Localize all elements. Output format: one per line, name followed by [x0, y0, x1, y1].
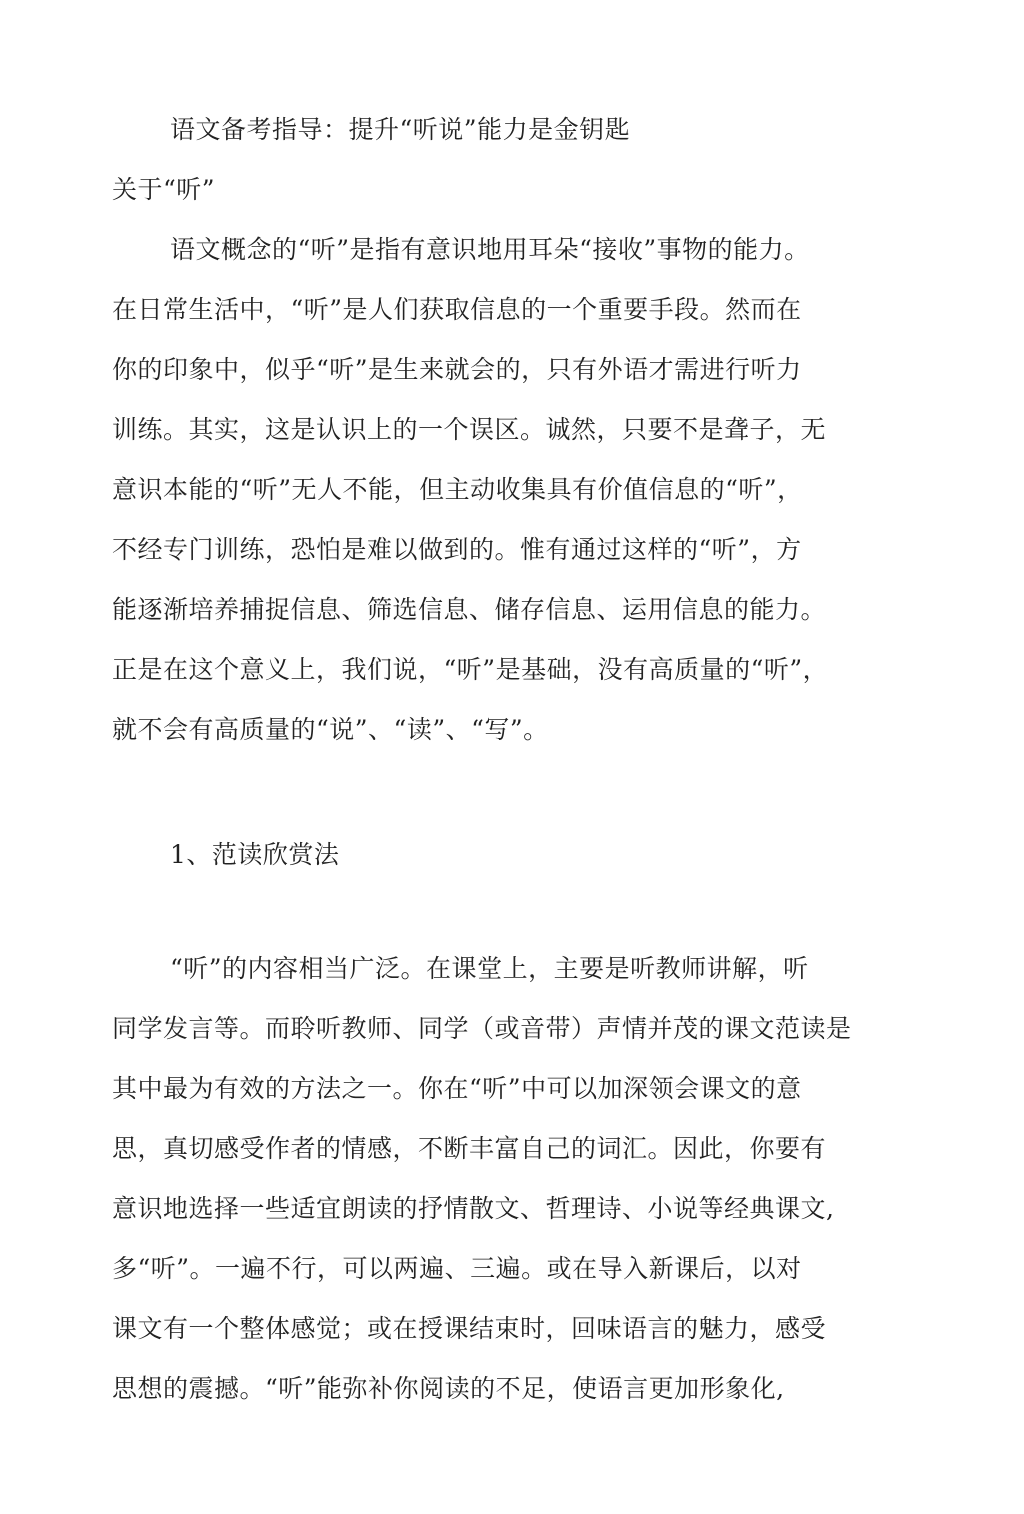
paragraph-line: 思，真切感受作者的情感，不断丰富自己的词汇。因此，你要有 [112, 1134, 827, 1163]
subheading: 1、范读欣赏法 [170, 840, 340, 869]
document-title: 语文备考指导：提升“听说”能力是金钥匙 [170, 115, 631, 144]
section-heading: 关于“听” [112, 175, 216, 204]
paragraph-line: 其中最为有效的方法之一。你在“听”中可以加深领会课文的意 [112, 1074, 802, 1103]
paragraph-line: 意识本能的“听”无人不能，但主动收集具有价值信息的“听”， [112, 475, 803, 504]
paragraph-line: 课文有一个整体感觉；或在授课结束时，回味语言的魅力，感受 [112, 1314, 827, 1343]
paragraph-line: 训练。其实，这是认识上的一个误区。诚然，只要不是聋子，无 [112, 415, 827, 444]
paragraph-line: 语文概念的“听”是指有意识地用耳朵“接收”事物的能力。 [170, 235, 810, 264]
paragraph-line: 正是在这个意义上，我们说，“听”是基础，没有高质量的“听”， [112, 655, 829, 684]
paragraph-line: 就不会有高质量的“说”、“读”、“写”。 [112, 715, 549, 744]
paragraph-line: 能逐渐培养捕捉信息、筛选信息、储存信息、运用信息的能力。 [112, 595, 827, 624]
paragraph-line: 你的印象中，似乎“听”是生来就会的，只有外语才需进行听力 [112, 355, 802, 384]
paragraph-line: 思想的震撼。“听”能弥补你阅读的不足，使语言更加形象化, [112, 1374, 785, 1403]
paragraph-line: 意识地选择一些适宜朗读的抒情散文、哲理诗、小说等经典课文, [112, 1194, 835, 1223]
paragraph-line: “听”的内容相当广泛。在课堂上，主要是听教师讲解，听 [170, 954, 809, 983]
paragraph-line: 同学发言等。而聆听教师、同学（或音带）声情并茂的课文范读是 [112, 1014, 852, 1043]
paragraph-line: 不经专门训练，恐怕是难以做到的。惟有通过这样的“听”，方 [112, 535, 802, 564]
paragraph-line: 在日常生活中，“听”是人们获取信息的一个重要手段。然而在 [112, 295, 802, 324]
paragraph-line: 多“听”。一遍不行，可以两遍、三遍。或在导入新课后，以对 [112, 1254, 802, 1283]
